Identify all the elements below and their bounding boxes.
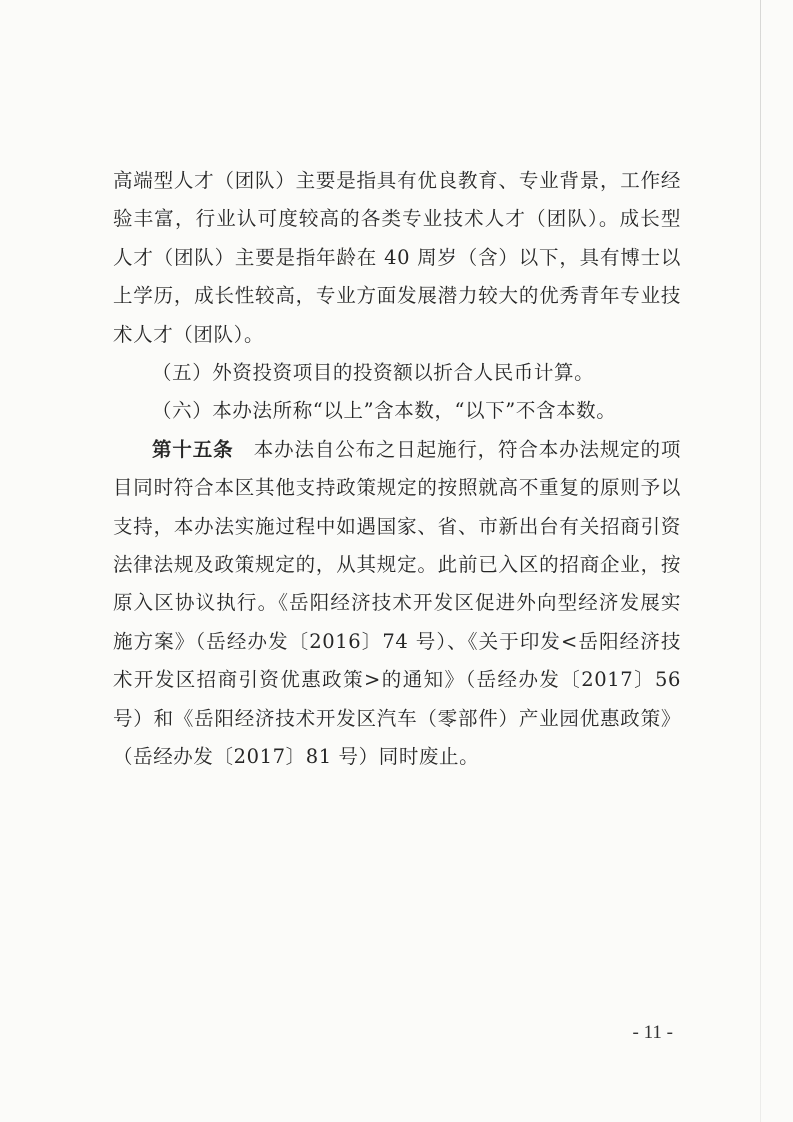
- scan-binding-edge: [760, 0, 761, 1122]
- article-15-heading: 第十五条: [152, 437, 234, 461]
- paragraph-article-15: [113, 431, 681, 777]
- paragraph-item-5: （五）外资投资项目的投资额以折合人民币计算。: [152, 361, 595, 385]
- article-15-body: 本办法自公布之日起施行，符合本办法规定的项目同时符合本区其他支持政策规定的按照就高不重复的原则予以支持，本办法实施过程中如遇国家、省、市新出台有关招商引资法律法规及政策规定的，从其规定。此前已入区的招商企业，按原入区协议执行。《岳阳经济技术开发区促进外向型经济发展实施方案》（岳经办发〔2016〕74 号）、《关于印发<岳阳经济技术开发区招商引资优惠政策>的通知》（岳经办发〔2017〕56 号）和《岳阳经济技术开发区汽车（零部件）产业园优惠政策》（岳经办发〔2017〕81 号）同时废止。: [113, 437, 681, 769]
- document-body: [113, 162, 681, 777]
- paragraph-item-6: （六）本办法所称“以上”含本数，“以下”不含本数。: [152, 399, 617, 423]
- paragraph-talent-definition: 高端型人才（团队）主要是指具有优良教育、专业背景，工作经验丰富，行业认可度较高的各类专业技术人才（团队）。成长型人才（团队）主要是指年龄在 40 周岁（含）以下，具有博士以上学历，成长性较高，专业方面发展潜力较大的优秀青年专业技术人才（团队）。: [113, 169, 681, 346]
- page-number: - 11 -: [632, 1022, 673, 1043]
